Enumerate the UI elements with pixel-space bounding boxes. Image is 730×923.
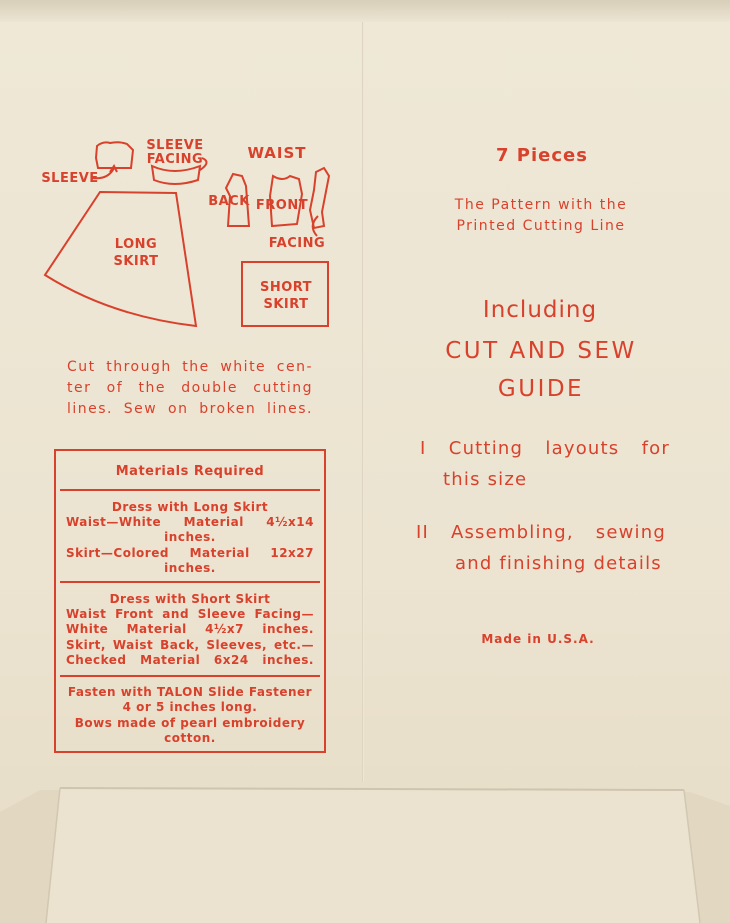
materials-divider-1 bbox=[60, 489, 320, 491]
step-2-line-1: II Assembling, sewing bbox=[416, 522, 666, 543]
facing-arrow bbox=[313, 216, 318, 236]
bows-line-1: Bows made of pearl embroidery bbox=[74, 716, 306, 730]
short-skirt-parts: Skirt, Waist Back, Sleeves, etc.— bbox=[66, 638, 314, 652]
pattern-subtitle-2: Printed Cutting Line bbox=[456, 218, 626, 234]
waist-label: WAIST bbox=[247, 144, 307, 162]
step-1-line-2: this size bbox=[443, 469, 528, 490]
sleeve-label: SLEEVE bbox=[41, 171, 99, 186]
long-skirt-label-2: SKIRT bbox=[113, 254, 159, 269]
long-skirt-label-1: LONG bbox=[114, 237, 158, 252]
bows-line-2: cotton. bbox=[164, 731, 216, 745]
step-1-line-1: I Cutting layouts for bbox=[420, 438, 670, 459]
back-label: BACK bbox=[208, 194, 250, 209]
made-in-usa: Made in U.S.A. bbox=[481, 632, 595, 646]
short-skirt-title: Dress with Short Skirt bbox=[109, 592, 271, 606]
including-heading: Including bbox=[482, 297, 598, 323]
sleeve-piece bbox=[96, 142, 133, 168]
fastener-line-2: 4 or 5 inches long. bbox=[122, 700, 258, 714]
short-checked-material: Checked Material 6x24 inches. bbox=[66, 653, 314, 667]
long-skirt-title: Dress with Long Skirt bbox=[111, 500, 269, 514]
materials-divider-2 bbox=[60, 581, 320, 583]
guide-heading: GUIDE bbox=[497, 376, 585, 402]
envelope-fold bbox=[362, 22, 364, 782]
long-waist-material: Waist—White Material 4½x14 bbox=[66, 515, 314, 529]
facing-piece bbox=[310, 168, 329, 228]
sleeve-facing-label-1: SLEEVE bbox=[146, 138, 204, 153]
short-skirt-label-2: SKIRT bbox=[263, 297, 309, 312]
short-waist-front: Waist Front and Sleeve Facing— bbox=[66, 607, 314, 621]
instructions-line-1: Cut through the white cen- bbox=[67, 359, 313, 375]
instructions-line-3: lines. Sew on broken lines. bbox=[67, 401, 313, 417]
sleeve-facing-label-2: FACING bbox=[146, 152, 204, 167]
sleeve-facing-piece bbox=[152, 166, 200, 184]
envelope-flap bbox=[0, 782, 730, 923]
step-2-line-2: and finishing details bbox=[455, 553, 662, 574]
front-label: FRONT bbox=[255, 198, 309, 213]
materials-header: Materials Required bbox=[115, 464, 265, 479]
fastener-line-1: Fasten with TALON Slide Fastener bbox=[67, 685, 313, 699]
short-skirt-label-1: SHORT bbox=[259, 280, 313, 295]
materials-box bbox=[54, 449, 326, 753]
materials-divider-3 bbox=[60, 675, 320, 677]
short-white-material: White Material 4½x7 inches. bbox=[66, 622, 314, 636]
cut-and-sew-heading: CUT AND SEW bbox=[445, 338, 637, 364]
long-skirt-unit: inches. bbox=[164, 561, 216, 575]
pieces-count: 7 Pieces bbox=[496, 145, 588, 166]
instructions-line-2: ter of the double cutting bbox=[67, 380, 313, 396]
facing-label: FACING bbox=[268, 236, 326, 251]
long-waist-unit: inches. bbox=[164, 530, 216, 544]
pattern-subtitle-1: The Pattern with the bbox=[454, 197, 628, 213]
long-skirt-material: Skirt—Colored Material 12x27 bbox=[66, 546, 314, 560]
